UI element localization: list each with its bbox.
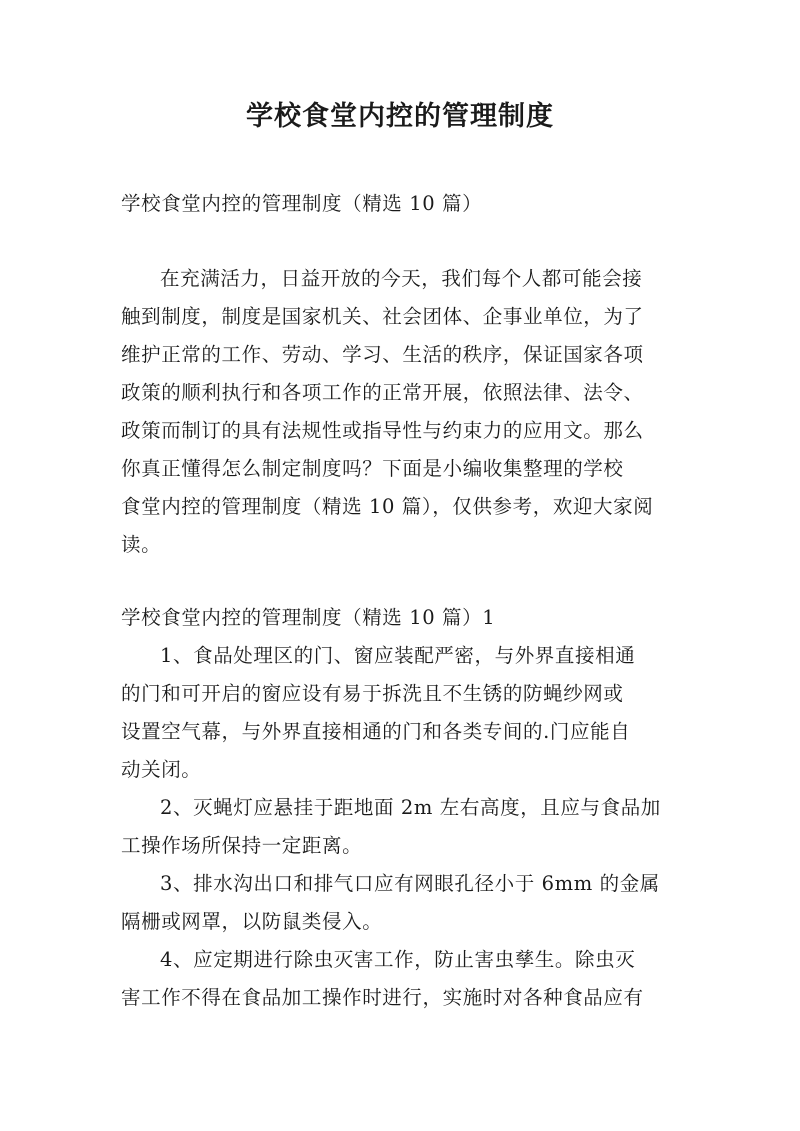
intro-line: 在充满活力，日益开放的今天，我们每个人都可能会接 [160,267,643,290]
intro-line: 触到制度，制度是国家机关、社会团体、企事业单位，为了 [121,305,644,328]
item-line: 设置空气幕，与外界直接相通的门和各类专间的.门应能自 [121,720,631,743]
item-line: 4、应定期进行除虫灭害工作，防止害虫孳生。除虫灭 [160,948,636,971]
intro-line: 读。 [121,533,162,556]
item-line: 2、灭蝇灯应悬挂于距地面 2m 左右高度，且应与食品加 [160,796,661,819]
intro-line: 你真正懂得怎么制定制度吗？下面是小编收集整理的学校 [121,457,624,480]
item-line: 3、排水沟出口和排气口应有网眼孔径小于 6mm 的金属 [160,872,660,895]
item-line: 1、食品处理区的门、窗应装配严密，与外界直接相通 [160,644,636,667]
intro-line: 食堂内控的管理制度（精选 10 篇），仅供参考，欢迎大家阅 [121,495,654,518]
intro-line: 维护正常的工作、劳动、学习、生活的秩序，保证国家各项 [121,343,644,366]
item-line: 动关闭。 [121,758,202,781]
document-title: 学校食堂内控的管理制度 [246,101,554,132]
item-line: 的门和可开启的窗应设有易于拆洗且不生锈的防蝇纱网或 [121,682,624,705]
document-subtitle: 学校食堂内控的管理制度（精选 10 篇） [121,192,483,215]
intro-line: 政策而制订的具有法规性或指导性与约束力的应用文。那么 [121,419,644,442]
item-line: 工操作场所保持一定距离。 [121,834,363,857]
intro-line: 政策的顺利执行和各项工作的正常开展，依照法律、法令、 [121,381,644,404]
item-line: 隔栅或网罩，以防鼠类侵入。 [121,910,383,933]
item-line: 害工作不得在食品加工操作时进行，实施时对各种食品应有 [121,986,644,1009]
section-heading: 学校食堂内控的管理制度（精选 10 篇）1 [121,606,496,629]
